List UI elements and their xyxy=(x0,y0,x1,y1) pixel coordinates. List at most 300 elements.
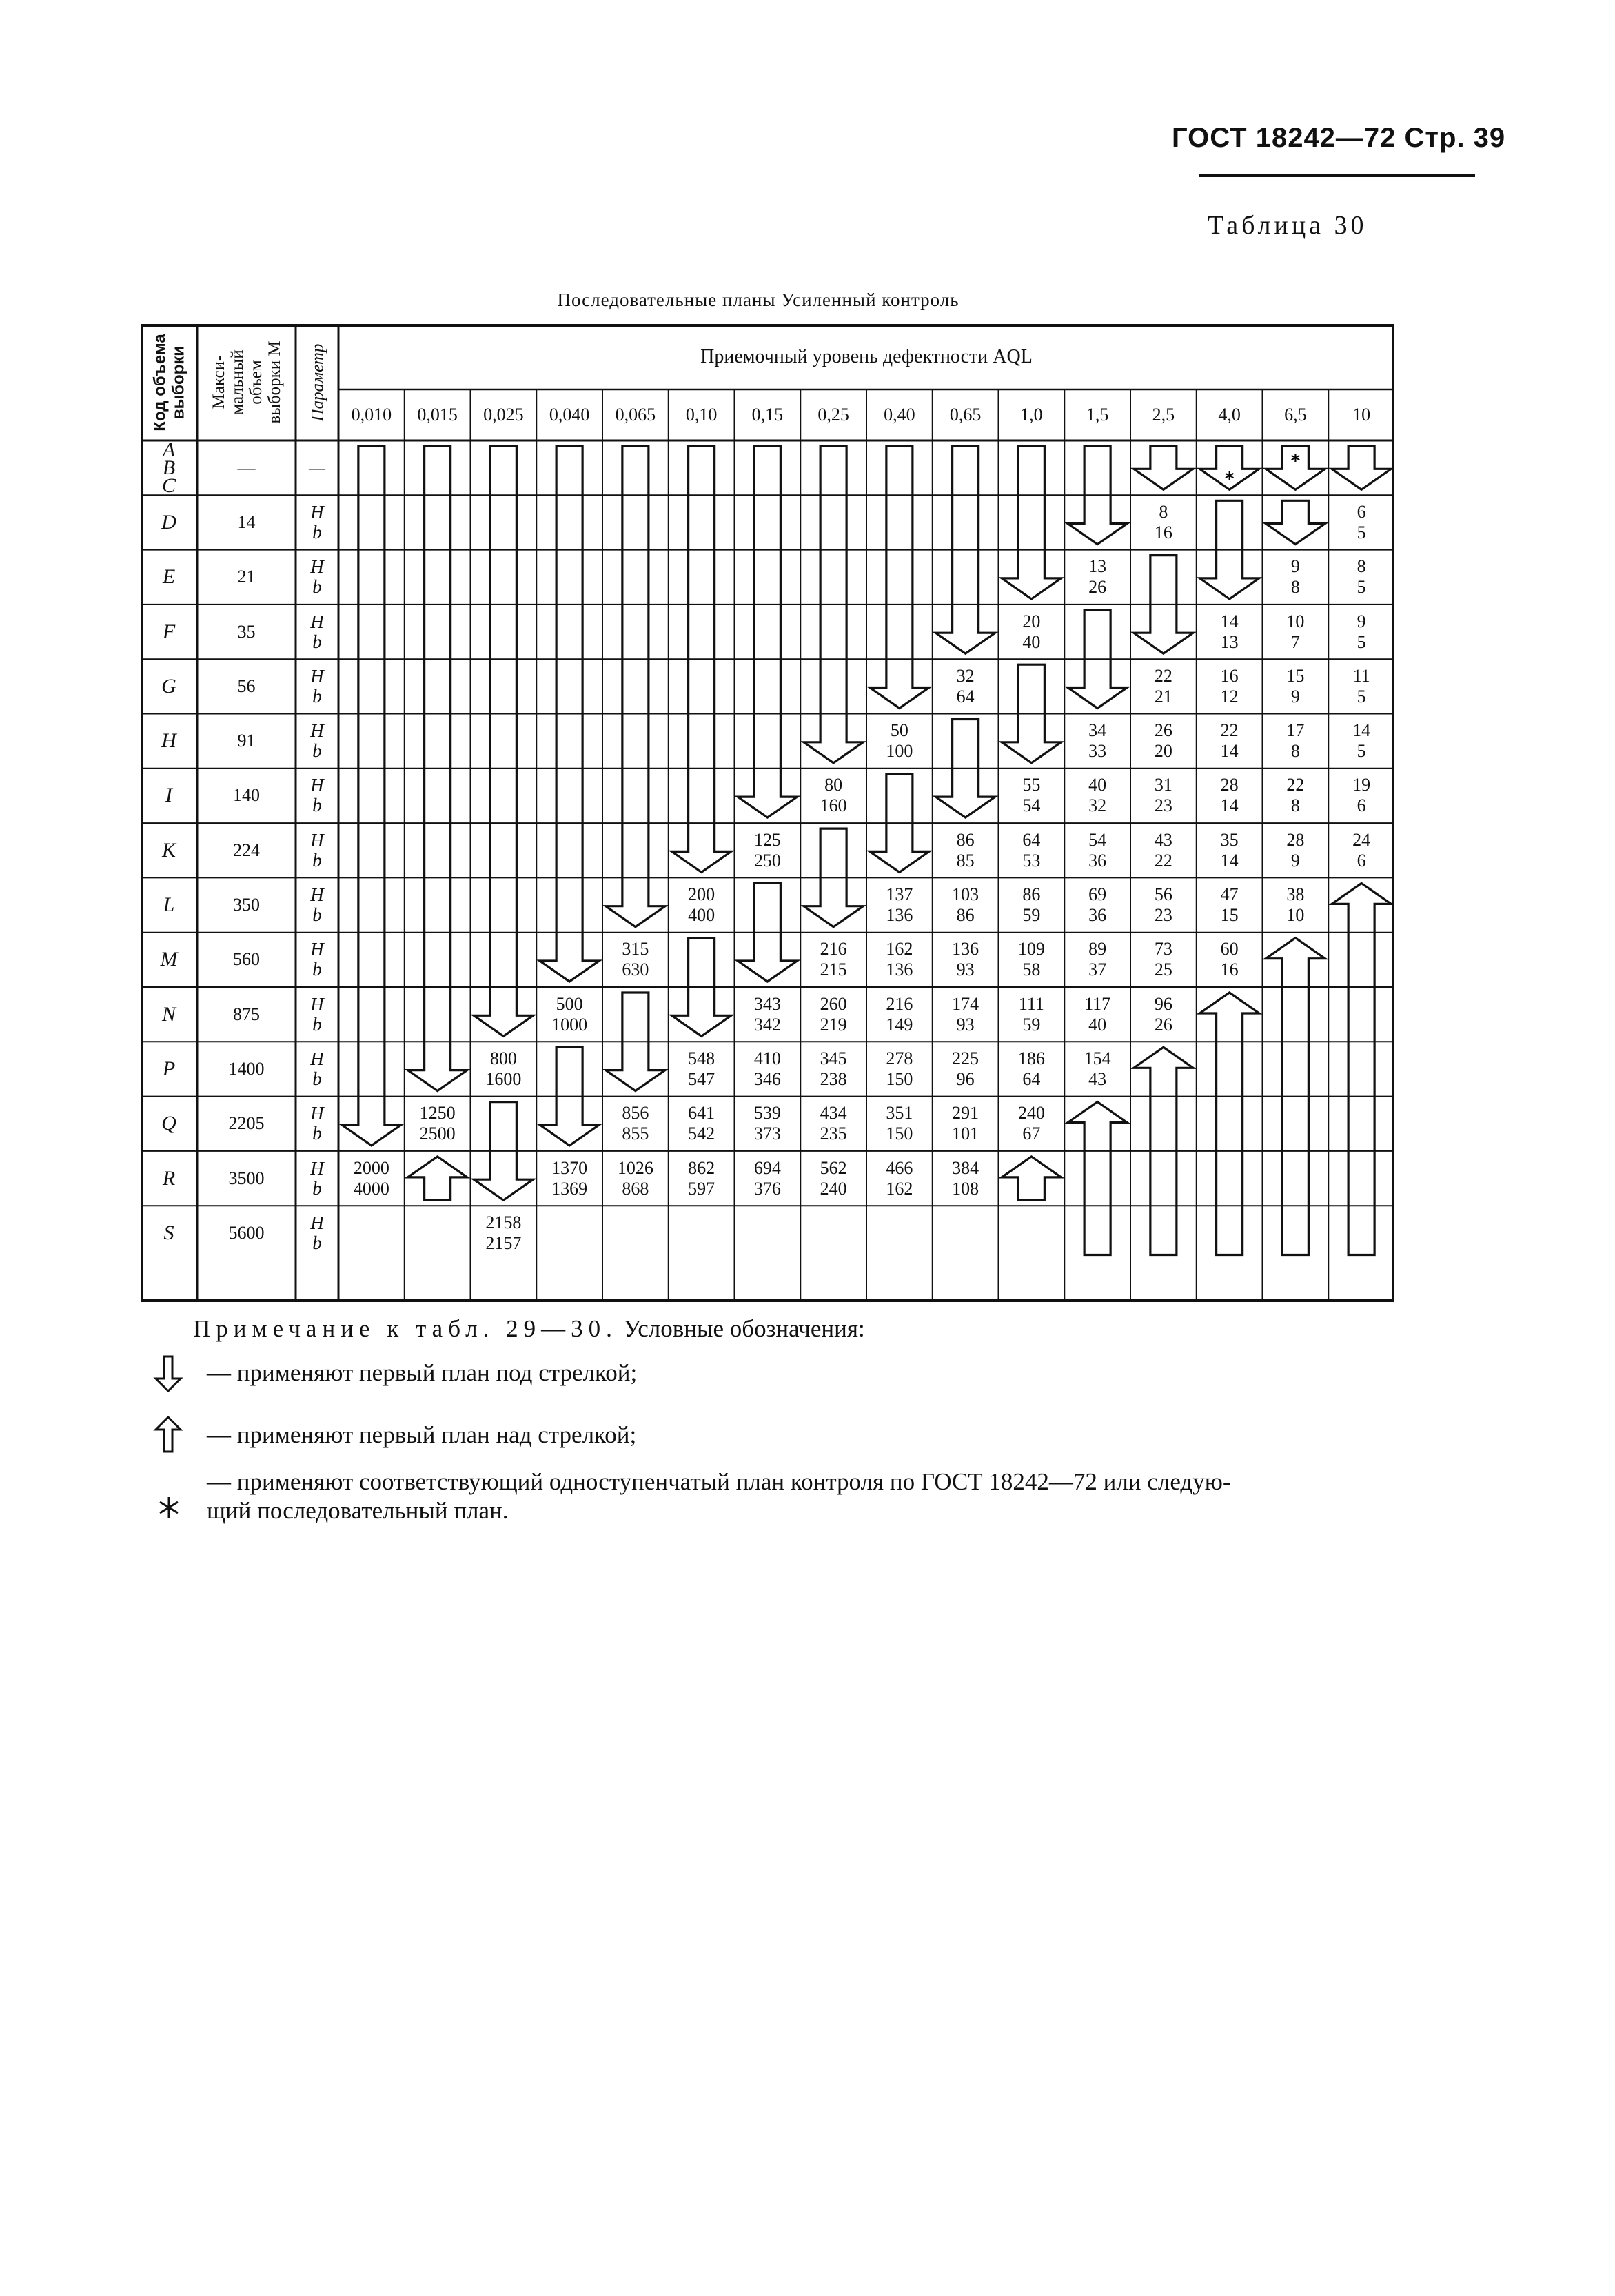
plan-value-b: 346 xyxy=(753,1068,781,1089)
plan-value-b: 9 xyxy=(1290,850,1300,871)
plan-cell xyxy=(800,769,866,823)
plan-cell xyxy=(1263,714,1329,769)
plan-value-h: 26 xyxy=(1154,720,1172,741)
row-max-size xyxy=(197,550,296,605)
row-param-label: H b xyxy=(310,829,324,871)
plan-cell xyxy=(999,1097,1065,1151)
row-param xyxy=(296,659,338,713)
aql-level-label: 0,25 xyxy=(817,405,849,425)
plan-cell xyxy=(866,933,933,987)
plan-value-h: 17 xyxy=(1286,720,1305,741)
row-max-size-value: 5600 xyxy=(228,1222,265,1243)
row-max-size-value: 1400 xyxy=(228,1058,265,1079)
aql-level-header xyxy=(669,389,735,440)
plan-value-b: 32 xyxy=(1088,795,1107,816)
row-code-label: E xyxy=(162,565,176,589)
arrow-down-icon xyxy=(738,446,797,817)
row-param-label: H b xyxy=(310,939,324,980)
plan-value-b: 8 xyxy=(1290,795,1300,816)
aql-level-header xyxy=(999,389,1065,440)
plan-cell xyxy=(1130,659,1197,713)
plan-value-b: 215 xyxy=(820,959,847,980)
plan-value-b: 1600 xyxy=(485,1068,522,1089)
row-code-label: R xyxy=(162,1166,176,1190)
plan-value-h: 43 xyxy=(1154,829,1172,850)
row-code xyxy=(141,877,197,932)
plan-cell xyxy=(1064,877,1130,932)
plan-value-b: 150 xyxy=(886,1068,913,1089)
plan-value-b: 26 xyxy=(1088,577,1107,598)
plan-cell xyxy=(602,1097,669,1151)
row-max-size xyxy=(197,714,296,769)
aql-level-label: 0,65 xyxy=(949,405,982,425)
row-param-label: H b xyxy=(310,1157,324,1199)
plan-cell xyxy=(800,1151,866,1206)
plan-cell xyxy=(1130,769,1197,823)
aql-level-label: 4,0 xyxy=(1218,405,1241,425)
plan-value-b: 868 xyxy=(622,1178,649,1199)
aql-level-header xyxy=(1328,389,1394,440)
plan-value-h: 64 xyxy=(1022,829,1041,850)
plan-value-h: 1250 xyxy=(419,1103,456,1124)
plan-value-h: 800 xyxy=(489,1048,517,1068)
plan-value-h: 103 xyxy=(952,884,979,905)
plan-value-h: 28 xyxy=(1220,775,1239,795)
plan-value-h: 20 xyxy=(1022,611,1041,631)
plan-value-h: 60 xyxy=(1220,939,1239,959)
aql-level-label: 0,065 xyxy=(615,405,656,425)
plan-cell xyxy=(999,823,1065,877)
row-max-size-value: 35 xyxy=(237,621,256,642)
plan-value-b: 12 xyxy=(1220,686,1239,707)
plan-value-b: 13 xyxy=(1220,631,1239,652)
row-param xyxy=(296,495,338,549)
row-code xyxy=(141,550,197,605)
plan-value-h: 2000 xyxy=(353,1157,389,1178)
row-code xyxy=(141,933,197,987)
row-param xyxy=(296,987,338,1042)
arrow-up-icon xyxy=(153,1414,183,1453)
plan-cell xyxy=(669,1151,735,1206)
row-param xyxy=(296,1097,338,1151)
aql-level-label: 10 xyxy=(1352,405,1371,425)
plan-value-h: 225 xyxy=(952,1048,979,1068)
plan-value-b: 136 xyxy=(886,959,913,980)
plan-value-b: 400 xyxy=(688,905,715,926)
plan-value-b: 21 xyxy=(1154,686,1172,707)
plan-cell xyxy=(735,823,801,877)
plan-value-b: 376 xyxy=(753,1178,781,1199)
aql-level-header xyxy=(1064,389,1130,440)
row-param-label: H b xyxy=(310,1103,324,1144)
plan-value-h: 500 xyxy=(556,993,583,1014)
plan-value-b: 36 xyxy=(1088,850,1107,871)
plan-cell xyxy=(1263,605,1329,659)
plan-value-h: 14 xyxy=(1352,720,1371,741)
plan-cell xyxy=(1328,605,1394,659)
plan-cell xyxy=(999,933,1065,987)
row-code xyxy=(141,823,197,877)
aql-level-header xyxy=(471,389,537,440)
plan-value-b: 5 xyxy=(1357,741,1366,762)
plan-cell xyxy=(933,1042,999,1096)
aql-title-label: Приемочный уровень дефектности AQL xyxy=(700,345,1033,367)
plan-value-b: 235 xyxy=(820,1124,847,1144)
plan-value-b: 15 xyxy=(1220,905,1239,926)
plan-value-b: 5 xyxy=(1357,686,1366,707)
plan-value-h: 22 xyxy=(1154,665,1172,686)
row-code-label: D xyxy=(161,510,176,534)
plan-value-b: 64 xyxy=(956,686,975,707)
row-max-size xyxy=(197,495,296,549)
plan-value-b: 23 xyxy=(1154,905,1172,926)
plan-cell xyxy=(471,1042,537,1096)
plan-value-b: 67 xyxy=(1022,1124,1041,1144)
plan-value-h: 89 xyxy=(1088,939,1107,959)
plan-value-b: 40 xyxy=(1022,631,1041,652)
header-param xyxy=(296,324,338,440)
plan-cell xyxy=(800,1097,866,1151)
plan-value-b: 86 xyxy=(956,905,975,926)
row-code-label: F xyxy=(162,620,176,643)
plan-cell xyxy=(1197,714,1263,769)
plan-value-b: 108 xyxy=(952,1178,979,1199)
plan-cell xyxy=(1130,933,1197,987)
plan-cell xyxy=(866,1042,933,1096)
plan-value-b: 93 xyxy=(956,1014,975,1035)
plan-value-b: 2500 xyxy=(419,1124,456,1144)
row-code xyxy=(141,659,197,713)
plan-value-b: 238 xyxy=(820,1068,847,1089)
arrow-down-icon xyxy=(606,446,665,927)
header-rule xyxy=(1199,174,1475,177)
plan-value-h: 8 xyxy=(1357,556,1366,577)
plan-cell xyxy=(999,1042,1065,1096)
plan-cell xyxy=(1197,605,1263,659)
plan-value-h: 22 xyxy=(1286,775,1305,795)
arrow-down-icon xyxy=(870,446,929,709)
row-max-size xyxy=(197,1042,296,1096)
plan-value-h: 548 xyxy=(688,1048,715,1068)
row-param xyxy=(296,440,338,495)
row-max-size-value: 14 xyxy=(237,511,256,532)
plan-value-b: 5 xyxy=(1357,522,1366,542)
plan-value-b: 20 xyxy=(1154,741,1172,762)
row-code xyxy=(141,714,197,769)
plan-value-b: 162 xyxy=(886,1178,913,1199)
row-code-label: P xyxy=(162,1057,176,1080)
row-max-size-value: 3500 xyxy=(228,1168,265,1188)
plan-cell xyxy=(1197,769,1263,823)
plan-value-b: 10 xyxy=(1286,905,1305,926)
plan-cell xyxy=(1064,769,1130,823)
plan-value-h: 47 xyxy=(1220,884,1239,905)
plan-value-h: 34 xyxy=(1088,720,1107,741)
arrow-down-icon xyxy=(474,446,533,1036)
row-max-size xyxy=(197,877,296,932)
plan-cell xyxy=(1064,987,1130,1042)
row-param xyxy=(296,877,338,932)
plan-value-b: 4000 xyxy=(353,1178,389,1199)
plan-value-b: 85 xyxy=(956,850,975,871)
plan-value-b: 160 xyxy=(820,795,847,816)
plan-value-b: 14 xyxy=(1220,795,1239,816)
row-max-size-value: 560 xyxy=(233,949,260,970)
plan-cell xyxy=(602,933,669,987)
row-code xyxy=(141,440,197,495)
aql-level-header xyxy=(602,389,669,440)
header-max-size-line: Макси- xyxy=(209,355,228,409)
row-param-label: H b xyxy=(310,884,324,926)
plan-cell xyxy=(735,987,801,1042)
row-max-size xyxy=(197,1097,296,1151)
row-param xyxy=(296,1151,338,1206)
plan-value-h: 54 xyxy=(1088,829,1107,850)
plan-value-h: 35 xyxy=(1220,829,1239,850)
row-code xyxy=(141,1151,197,1206)
row-max-size-value: 21 xyxy=(237,567,256,587)
row-code-label: L xyxy=(163,893,175,917)
plan-value-b: 25 xyxy=(1154,959,1172,980)
row-param-label: H b xyxy=(310,1048,324,1089)
row-max-size-value: 56 xyxy=(237,675,256,696)
plan-cell xyxy=(800,987,866,1042)
table-caption: Последовательные планы Усиленный контроль xyxy=(557,289,959,310)
plan-cell xyxy=(1130,823,1197,877)
aql-level-label: 0,025 xyxy=(483,405,524,425)
plan-cell xyxy=(866,1097,933,1151)
plan-cell xyxy=(933,933,999,987)
plan-value-h: 345 xyxy=(820,1048,847,1068)
plan-value-b: 22 xyxy=(1154,850,1172,871)
plan-value-b: 54 xyxy=(1022,795,1041,816)
plan-cell xyxy=(338,1151,405,1206)
plan-value-h: 24 xyxy=(1352,829,1371,850)
plan-value-h: 13 xyxy=(1088,556,1107,577)
plan-value-b: 9 xyxy=(1290,686,1300,707)
plan-value-b: 5 xyxy=(1357,631,1366,652)
row-max-size-value: 140 xyxy=(233,785,260,806)
arrow-up-icon xyxy=(408,1157,467,1200)
plan-value-h: 8 xyxy=(1159,501,1168,522)
sequential-plans-table xyxy=(141,324,1394,1302)
arrow-down-icon xyxy=(1332,446,1391,489)
plan-cell xyxy=(933,1097,999,1151)
row-max-size xyxy=(197,605,296,659)
plan-cell xyxy=(1197,659,1263,713)
plan-value-h: 216 xyxy=(886,993,913,1014)
plan-value-h: 86 xyxy=(1022,884,1041,905)
page-header: ГОСТ 18242—72 Стр. 39 xyxy=(1172,123,1506,153)
arrow-down-icon xyxy=(1134,446,1193,489)
plan-cell xyxy=(1328,823,1394,877)
plan-value-b: 8 xyxy=(1290,577,1300,598)
aql-level-header xyxy=(405,389,471,440)
row-code xyxy=(141,987,197,1042)
plan-value-h: 240 xyxy=(1017,1103,1045,1124)
row-param-label: H b xyxy=(310,720,324,762)
row-max-size-value: 875 xyxy=(233,1004,260,1024)
plan-cell xyxy=(1130,877,1197,932)
row-code-label: N xyxy=(161,1002,176,1026)
plan-value-h: 9 xyxy=(1290,556,1300,577)
plan-value-h: 32 xyxy=(956,665,975,686)
plan-value-h: 40 xyxy=(1088,775,1107,795)
plan-cell xyxy=(1130,714,1197,769)
plan-cell xyxy=(1064,823,1130,877)
plan-cell xyxy=(1130,987,1197,1042)
row-code xyxy=(141,1206,197,1260)
row-param-label: H b xyxy=(310,665,324,707)
plan-cell xyxy=(1064,550,1130,605)
row-max-size xyxy=(197,933,296,987)
plan-value-b: 6 xyxy=(1357,850,1366,871)
aql-level-header xyxy=(933,389,999,440)
plan-value-h: 50 xyxy=(890,720,908,741)
row-max-size xyxy=(197,987,296,1042)
plan-value-b: 64 xyxy=(1022,1068,1041,1089)
row-max-size-value: — xyxy=(237,457,256,478)
plan-value-b: 597 xyxy=(688,1178,715,1199)
row-code-label: G xyxy=(161,674,176,698)
plan-cell xyxy=(1263,769,1329,823)
plan-value-h: 15 xyxy=(1286,665,1305,686)
plan-value-h: 384 xyxy=(952,1157,979,1178)
row-param-label: H b xyxy=(310,1212,324,1253)
aql-level-header xyxy=(1130,389,1197,440)
plan-cell xyxy=(800,1042,866,1096)
plan-cell xyxy=(405,1097,471,1151)
plan-value-h: 55 xyxy=(1022,775,1041,795)
plan-value-h: 216 xyxy=(820,939,847,959)
arrow-down-icon xyxy=(153,1355,183,1394)
asterisk-icon xyxy=(157,1496,181,1519)
aql-level-label: 0,15 xyxy=(751,405,784,425)
plan-value-b: 14 xyxy=(1220,850,1239,871)
header-max-size-line: объем xyxy=(246,360,265,405)
asterisk-icon: * xyxy=(1224,469,1235,489)
row-max-size-value: 350 xyxy=(233,895,260,915)
plan-cell xyxy=(471,1206,537,1260)
plan-value-b: 342 xyxy=(753,1014,781,1035)
plan-value-b: 542 xyxy=(688,1124,715,1144)
row-param xyxy=(296,769,338,823)
aql-level-label: 0,015 xyxy=(417,405,458,425)
note-title-spaced: Примечание к табл. 29—30. xyxy=(193,1315,618,1342)
row-max-size-value: 2205 xyxy=(228,1113,265,1134)
plan-cell xyxy=(669,877,735,932)
plan-value-h: 38 xyxy=(1286,884,1305,905)
row-max-size xyxy=(197,659,296,713)
arrow-down-icon xyxy=(342,446,401,1146)
row-code xyxy=(141,605,197,659)
plan-value-h: 9 xyxy=(1357,611,1366,631)
aql-level-label: 2,5 xyxy=(1152,405,1175,425)
plan-value-h: 109 xyxy=(1017,939,1045,959)
plan-cell xyxy=(1328,495,1394,549)
note-item-down: — применяют первый план под стрелкой; xyxy=(207,1359,638,1386)
plan-value-h: 862 xyxy=(688,1157,715,1178)
row-max-size-value: 91 xyxy=(237,731,256,751)
plan-value-h: 562 xyxy=(820,1157,847,1178)
plan-value-h: 1370 xyxy=(551,1157,588,1178)
row-max-size xyxy=(197,769,296,823)
plan-value-b: 40 xyxy=(1088,1014,1107,1035)
plan-cell xyxy=(735,1151,801,1206)
plan-cell xyxy=(1328,714,1394,769)
plan-value-b: 149 xyxy=(886,1014,913,1035)
row-max-size xyxy=(197,1206,296,1260)
plan-value-h: 260 xyxy=(820,993,847,1014)
row-param-label: H b xyxy=(310,501,324,542)
plan-cell xyxy=(602,1151,669,1206)
row-code-label: H xyxy=(161,729,176,753)
plan-cell xyxy=(735,1042,801,1096)
plan-cell xyxy=(1263,877,1329,932)
aql-level-label: 0,40 xyxy=(884,405,915,425)
plan-value-b: 1369 xyxy=(551,1178,588,1199)
row-code-label: I xyxy=(165,784,172,807)
plan-value-b: 240 xyxy=(820,1178,847,1199)
aql-title xyxy=(338,324,1394,389)
row-code xyxy=(141,495,197,549)
plan-value-b: 250 xyxy=(753,850,781,871)
row-param xyxy=(296,823,338,877)
plan-cell xyxy=(669,1097,735,1151)
row-max-size xyxy=(197,823,296,877)
plan-value-h: 351 xyxy=(886,1103,913,1124)
plan-value-b: 373 xyxy=(753,1124,781,1144)
plan-value-h: 291 xyxy=(952,1103,979,1124)
table-number: Таблица 30 xyxy=(1208,211,1368,240)
plan-value-b: 1000 xyxy=(551,1014,588,1035)
plan-value-h: 117 xyxy=(1084,993,1111,1014)
asterisk-icon: * xyxy=(1290,451,1301,471)
note-item-asterisk-line2: щий последовательный план. xyxy=(207,1497,509,1524)
plan-cell xyxy=(999,987,1065,1042)
plan-cell xyxy=(1263,550,1329,605)
row-code-label: A B C xyxy=(161,438,176,497)
plan-value-b: 219 xyxy=(820,1014,847,1035)
arrow-up-icon xyxy=(1332,883,1391,1254)
plan-value-b: 136 xyxy=(886,905,913,926)
plan-value-h: 856 xyxy=(622,1103,649,1124)
row-param xyxy=(296,550,338,605)
plan-value-h: 2158 xyxy=(485,1212,522,1232)
plan-cell xyxy=(933,659,999,713)
plan-cell xyxy=(933,987,999,1042)
plan-value-b: 2157 xyxy=(485,1232,522,1253)
plan-cell xyxy=(536,1151,602,1206)
arrow-down-icon xyxy=(1002,446,1061,599)
plan-value-h: 434 xyxy=(820,1103,847,1124)
plan-value-b: 6 xyxy=(1357,795,1366,816)
plan-cell xyxy=(866,877,933,932)
plan-cell xyxy=(1263,659,1329,713)
plan-value-b: 14 xyxy=(1220,741,1239,762)
plan-value-b: 37 xyxy=(1088,959,1107,980)
plan-value-b: 101 xyxy=(952,1124,979,1144)
plan-cell xyxy=(866,1151,933,1206)
row-param-label: H b xyxy=(310,993,324,1035)
plan-value-h: 10 xyxy=(1286,611,1305,631)
plan-value-h: 154 xyxy=(1084,1048,1111,1068)
plan-value-b: 547 xyxy=(688,1068,715,1089)
plan-value-h: 539 xyxy=(753,1103,781,1124)
plan-value-b: 43 xyxy=(1088,1068,1107,1089)
header-code xyxy=(141,324,197,440)
plan-value-b: 59 xyxy=(1022,1014,1041,1035)
